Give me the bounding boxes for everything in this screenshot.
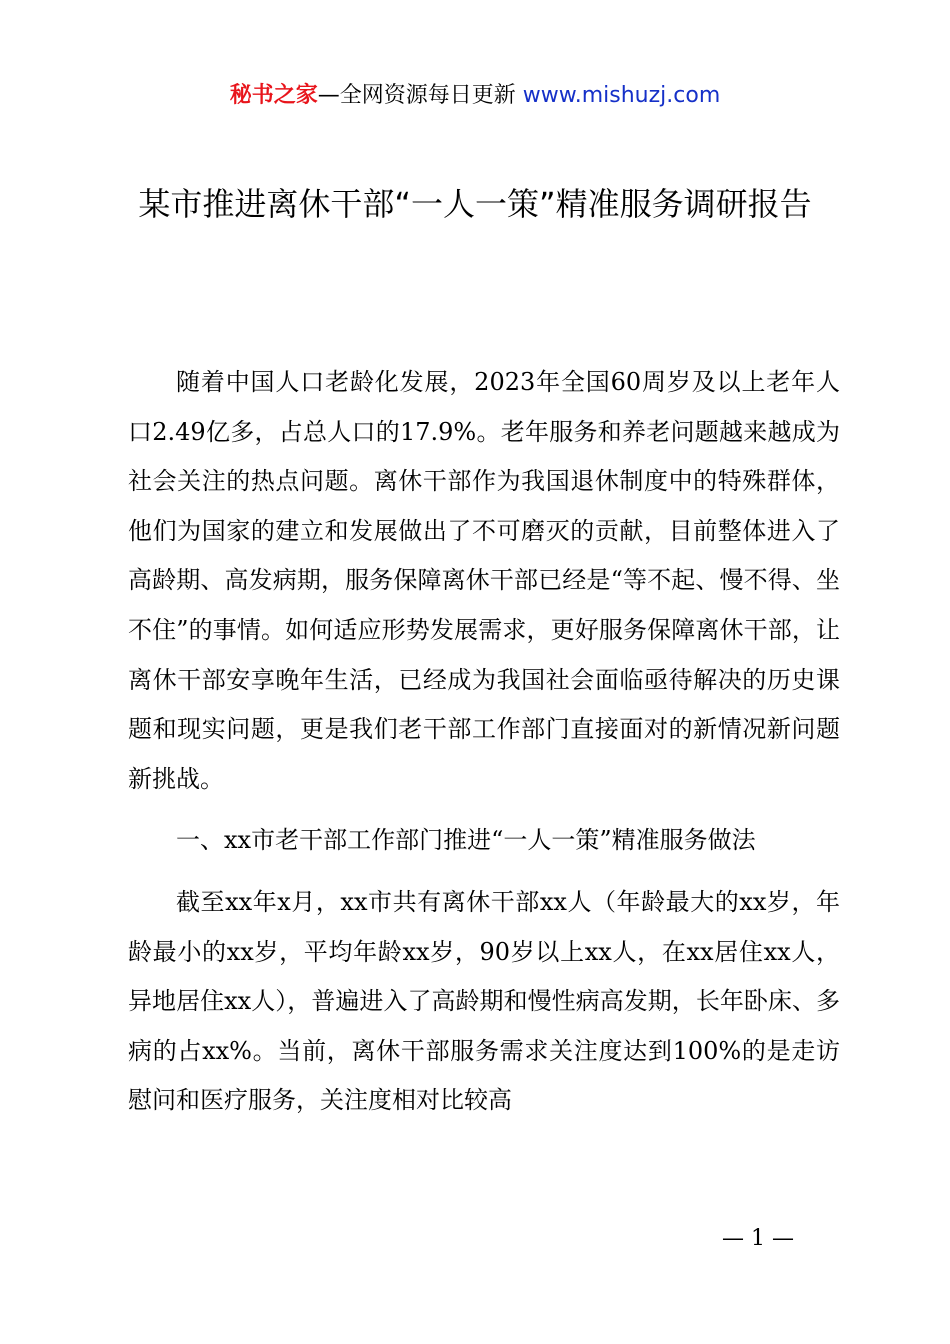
document-title: 某市推进离休干部“一人一策”精准服务调研报告 <box>138 185 812 223</box>
document-body <box>128 358 840 1126</box>
paragraph-section-1: 截至xx年x月，xx市共有离休干部xx人（年龄最大的xx岁，年龄最小的xx岁，平均年龄xx岁，90岁以上xx人，在xx居住xx人，异地居住xx人），普遍进入了高龄期和慢性病高发期，长年卧床、多病的占xx%。当前，离休干部服务需求关注度达到100%的是走访慰问和医疗服务，关注度相对比较高 <box>128 887 840 1115</box>
page-number: — 1 — <box>722 1226 794 1251</box>
site-slogan: —全网资源每日更新 <box>317 83 516 108</box>
site-brand: 秘书之家 <box>229 83 318 108</box>
site-url-link[interactable]: www.mishuzj.com <box>522 83 721 108</box>
paragraph-intro: 随着中国人口老龄化发展，2023年全国60周岁及以上老年人口2.49亿多，占总人口的17.9%。老年服务和养老问题越来越成为社会关注的热点问题。离休干部作为我国退休制度中的特殊群体，他们为国家的建立和发展做出了不可磨灭的贡献，目前整体进入了高龄期、高发病期，服务保障离休干部已经是“等不起、慢不得、坐不住”的事情。如何适应形势发展需求，更好服务保障离休干部，让离休干部安享晚年生活，已经成为我国社会面临亟待解决的历史课题和现实问题，更是我们老干部工作部门直接面对的新情况新问题新挑战。 <box>128 368 840 793</box>
section-heading-1: 一、xx市老干部工作部门推进“一人一策”精准服务做法 <box>176 826 756 855</box>
site-header <box>0 80 950 112</box>
